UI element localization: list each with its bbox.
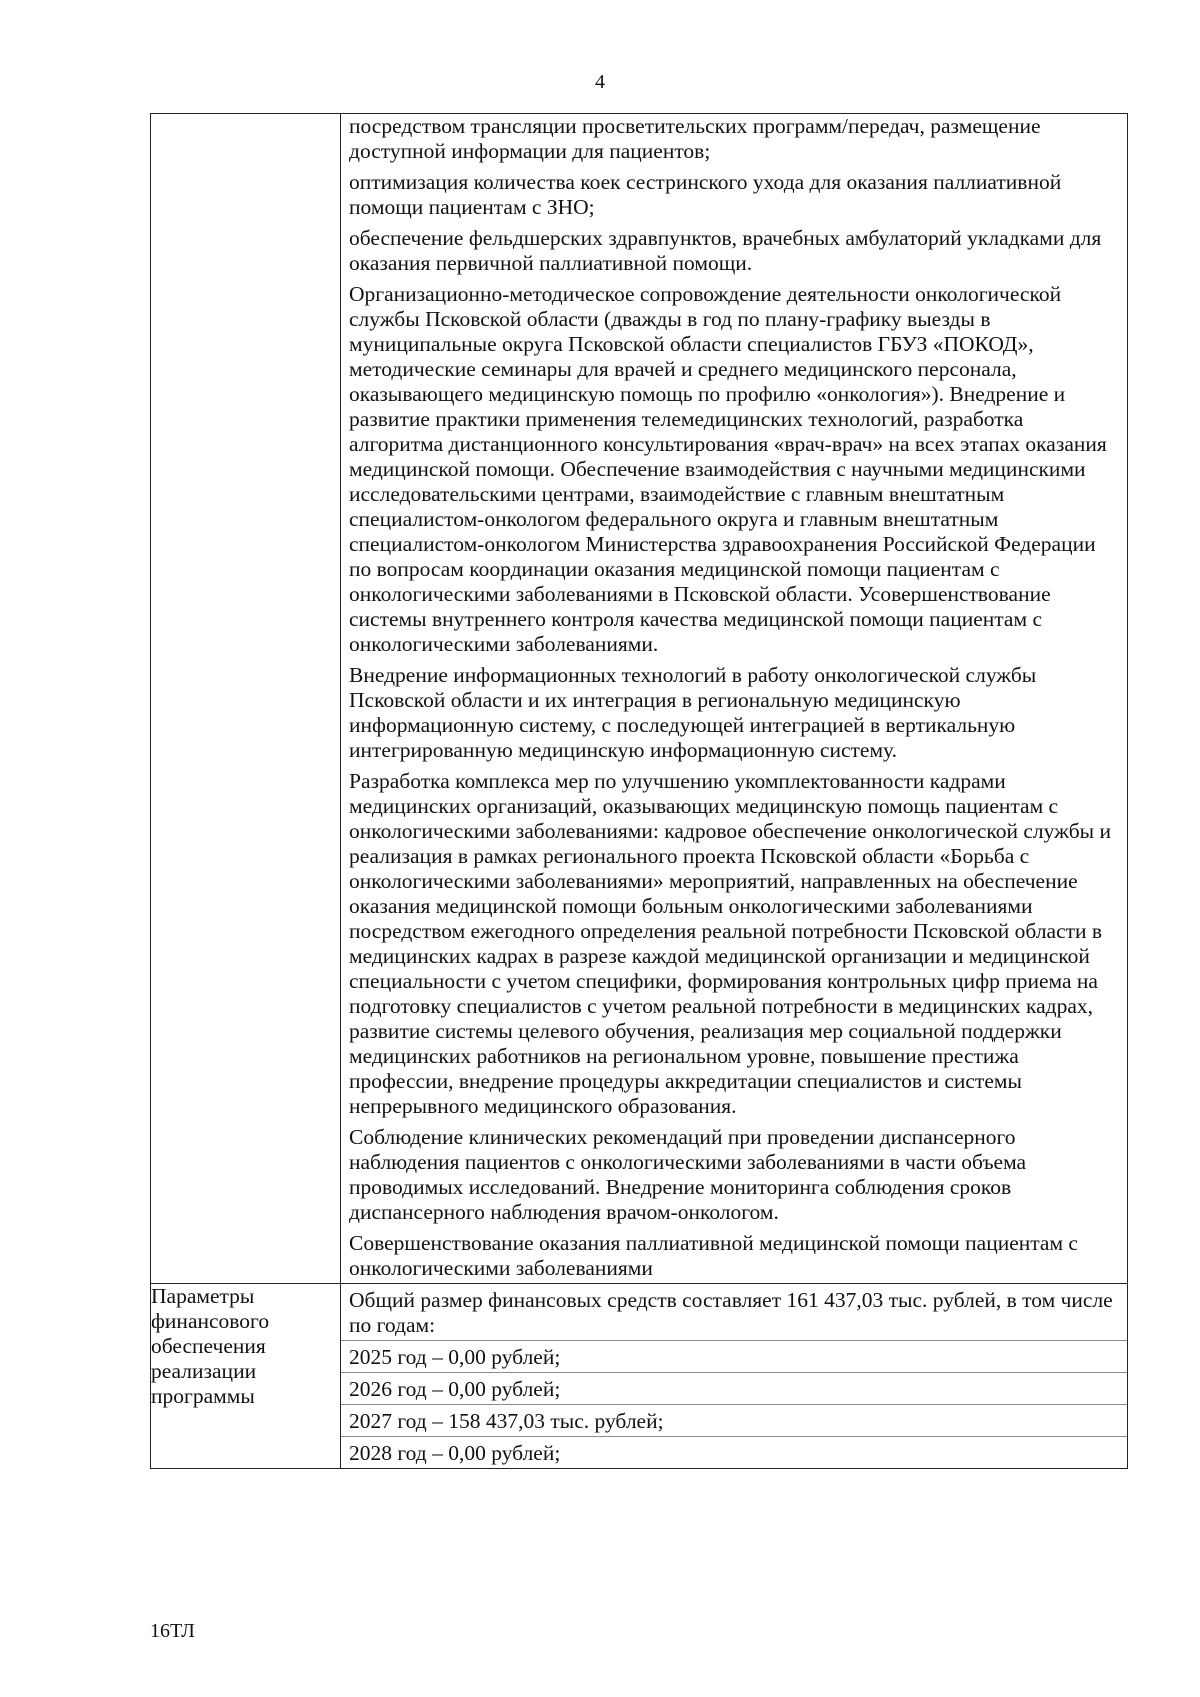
paragraph: обеспечение фельдшерских здравпунктов, врачебных амбулаторий укладками для оказания первичной паллиативной помощи. [349,226,1102,275]
financing-label-cell [151,1284,341,1469]
program-table [150,113,1128,1469]
footer-code: 16ТЛ [150,1620,195,1642]
label-line: финансового [151,1309,270,1333]
table-row-measures [151,114,1128,1284]
table-row-financing [151,1284,1128,1469]
financing-year: 2025 год – 0,00 рублей; [341,1340,1127,1372]
label-line: программы [151,1384,255,1408]
page-number: 4 [595,71,605,93]
label-line: реализации [151,1359,257,1383]
paragraph: оптимизация количества коек сестринского ухода для оказания паллиативной помощи пациентам с ЗНО; [349,170,1062,219]
label-line: обеспечения [151,1334,266,1358]
financing-total: Общий размер финансовых средств составляет 161 437,03 тыс. рублей, в том числе по годам: [349,1288,1113,1337]
paragraph: Внедрение информационных технологий в работу онкологической службы Псковской области и их интеграция в региональную медицинскую информационную систему, с последующей интеграцией в вертикальную интегрированную медицинскую информационную систему. [349,663,1037,762]
financing-year: 2026 год – 0,00 рублей; [341,1372,1127,1404]
financing-year: 2027 год – 158 437,03 тыс. рублей; [341,1404,1127,1436]
paragraph: Разработка комплекса мер по улучшению укомплектованности кадрами медицинских организаций, оказывающих медицинскую помощь пациентам с онкологическими заболеваниями: кадровое обеспечение онкологической службы и реализация в рамках регионального проекта Псковской области «Борьба с онкологическими заболеваниями» мероприятий, направленных на обеспечение оказания медицинской помощи больным онкологическими заболеваниями посредством ежегодного определения реальной потребности Псковской области в медицинских кадрах в разрезе каждой медицинской организации и медицинской специальности с учетом специфики, формирования контрольных цифр приема на подготовку специалистов с учетом реальной потребности в медицинских кадрах, развитие системы целевого обучения, реализация мер социальной поддержки медицинских работников на региональном уровне, повышение престижа профессии, внедрение процедуры аккредитации специалистов и системы непрерывного медицинского образования. [349,769,1111,1118]
paragraph: Совершенствование оказания паллиативной медицинской помощи пациентам с онкологическими заболеваниями [349,1231,1078,1280]
measures-cell [341,114,1128,1284]
financing-year: 2028 год – 0,00 рублей; [341,1436,1127,1468]
paragraph: посредством трансляции просветительских программ/передач, размещение доступной информации для пациентов; [349,114,1041,163]
empty-label-cell [151,114,341,1284]
paragraph: Соблюдение клинических рекомендаций при проведении диспансерного наблюдения пациентов с онкологическими заболеваниями в части объема проводимых исследований. Внедрение мониторинга соблюдения сроков диспансерного наблюдения врачом-онкологом. [349,1125,1027,1224]
label-line: Параметры [151,1284,255,1308]
paragraph: Организационно-методическое сопровождение деятельности онкологической службы Псковской области (дважды в год по плану-графику выезды в муниципальные округа Псковской области специалистов ГБУЗ «ПОКОД», методические семинары для врачей и среднего медицинского персонала, оказывающего медицинскую помощь по профилю «онкология»). Внедрение и развитие практики применения телемедицинских технологий, разработка алгоритма дистанционного консультирования «врач-врач» на всех этапах оказания медицинской помощи. Обеспечение взаимодействия с научными медицинскими исследовательскими центрами, взаимодействие с главным внештатным специалистом-онкологом федерального округа и главным внештатным специалистом-онкологом Министерства здравоохранения Российской Федерации по вопросам координации оказания медицинской помощи пациентам с онкологическими заболеваниями в Псковской области. Усовершенствование системы внутреннего контроля качества медицинской помощи пациентам с онкологическими заболеваниями. [349,282,1107,656]
financing-values-cell [341,1284,1128,1469]
